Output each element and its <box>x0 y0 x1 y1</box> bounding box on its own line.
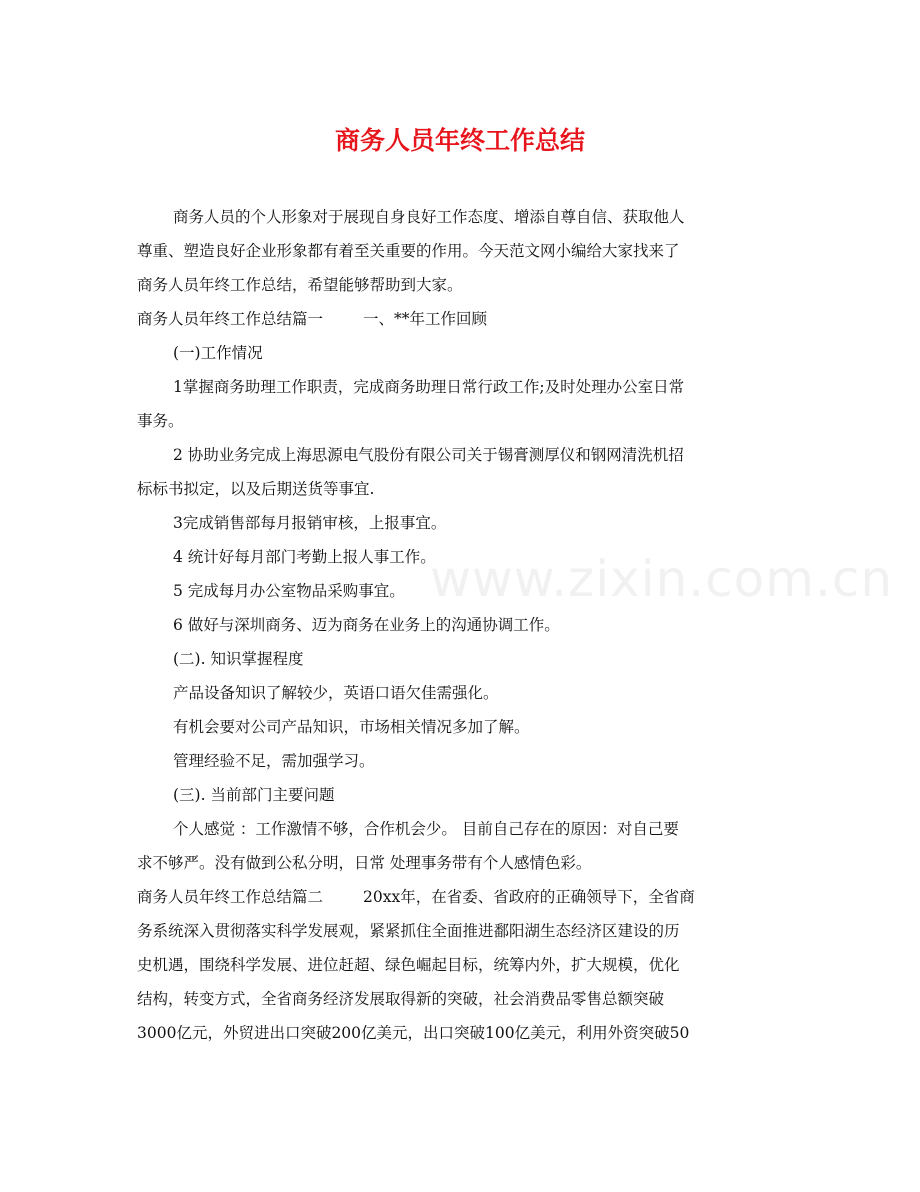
paragraph-line: 务系统深入贯彻落实科学发展观，紧紧抓住全面推进鄱阳湖生态经济区建设的历 <box>137 922 680 940</box>
subheading-problems: (三). 当前部门主要问题 <box>173 786 335 804</box>
paragraph-line: 尊重、塑造良好企业形象都有着至关重要的作用。今天范文网小编给大家找来了 <box>137 242 680 260</box>
list-item-continuation: 事务。 <box>137 412 184 430</box>
section-1-title: 商务人员年终工作总结篇一 <box>137 310 324 328</box>
list-item: 5 完成每月办公室物品采购事宜。 <box>173 582 405 600</box>
subheading-work-status: (一)工作情况 <box>173 344 263 362</box>
section-2-title: 商务人员年终工作总结篇二 <box>137 888 324 906</box>
paragraph-line: 管理经验不足，需加强学习。 <box>173 752 375 770</box>
paragraph-line: 3000亿元，外贸进出口突破200亿美元，出口突破100亿美元，利用外资突破50 <box>137 1024 690 1042</box>
paragraph-line: 商务人员年终工作总结，希望能够帮助到大家。 <box>137 276 463 294</box>
section-heading-2 <box>137 880 777 914</box>
list-item: 4 统计好每月部门考勤上报人事工作。 <box>173 548 436 566</box>
subheading-knowledge: (二). 知识掌握程度 <box>173 650 304 668</box>
list-item: 2 协助业务完成上海思源电气股份有限公司关于锡膏测厚仪和钢网清洗机招 <box>173 446 684 464</box>
list-item: 6 做好与深圳商务、迈为商务在业务上的沟通协调工作。 <box>173 616 560 634</box>
paragraph-line: 个人感觉 ：工作激情不够，合作机会少。 目前自己存在的原因：对自己要 <box>173 820 679 838</box>
paragraph-line: 商务人员的个人形象对于展现自身良好工作态度、增添自尊自信、获取他人 <box>173 208 685 226</box>
list-item: 3完成销售部每月报销审核，上报事宜。 <box>173 514 447 532</box>
paragraph-line: 有机会要对公司产品知识，市场相关情况多加了解。 <box>173 718 530 736</box>
paragraph-line: 结构，转变方式，全省商务经济发展取得新的突破，社会消费品零售总额突破 <box>137 990 665 1008</box>
section-heading-1 <box>137 302 777 336</box>
watermark: www.zixin.com.cn <box>430 550 894 608</box>
document-title: 商务人员年终工作总结 <box>334 126 585 155</box>
paragraph-line: 求不够严。没有做到公私分明，日常 处理事务带有个人感情色彩。 <box>137 854 592 872</box>
list-item: 1掌握商务助理工作职责，完成商务助理日常行政工作;及时处理办公室日常 <box>173 378 685 396</box>
section-1-subtitle: 一、**年工作回顾 <box>363 310 488 328</box>
section-2-text: 20xx年，在省委、省政府的正确领导下，全省商 <box>363 888 695 906</box>
list-item-continuation: 标标书拟定，以及后期送货等事宜. <box>137 480 375 498</box>
paragraph-line: 史机遇，围绕科学发展、进位赶超、绿色崛起目标，统筹内外，扩大规模，优化 <box>137 956 680 974</box>
paragraph-line: 产品设备知识了解较少，英语口语欠佳需强化。 <box>173 684 499 702</box>
